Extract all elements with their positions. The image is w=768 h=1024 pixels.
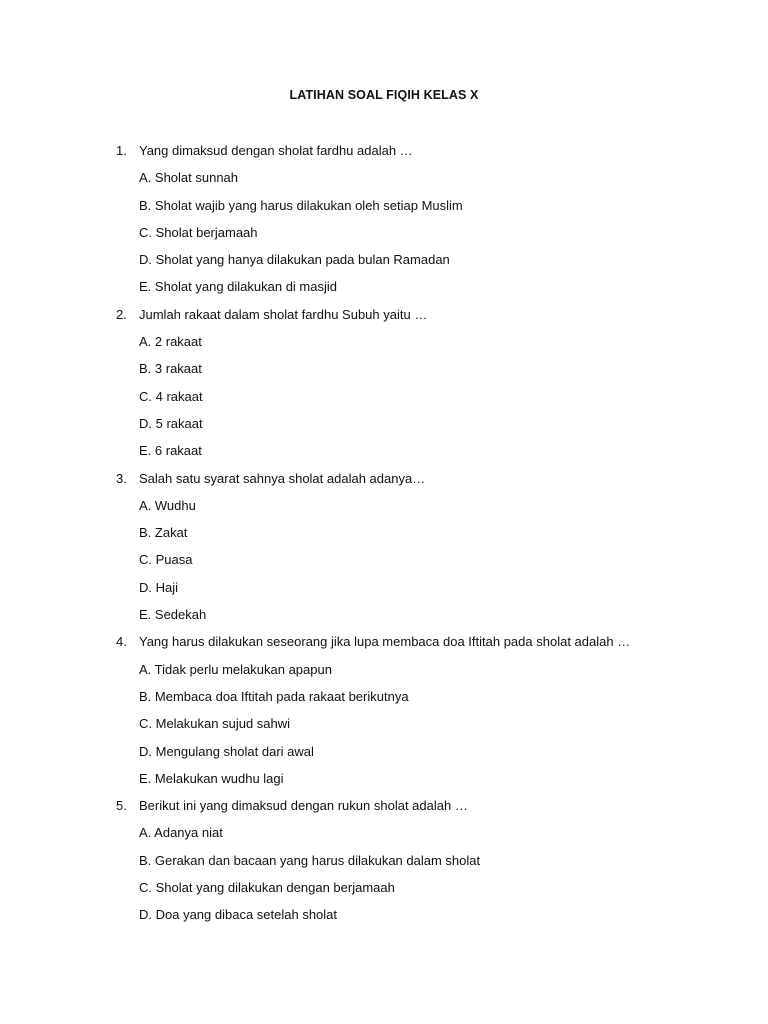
- page-title: LATIHAN SOAL FIQIH KELAS X: [289, 88, 479, 102]
- option-text: E. Melakukan wudhu lagi: [139, 770, 284, 786]
- option-text: E. 6 rakaat: [139, 443, 202, 459]
- question-1: [0, 142, 768, 306]
- option-row: [0, 688, 768, 715]
- question-row: [0, 142, 768, 169]
- option-text: C. Melakukan sujud sahwi: [139, 716, 291, 732]
- question-4: [0, 633, 768, 797]
- option-text: D. Haji: [139, 579, 179, 595]
- question-number: 3.: [116, 470, 127, 486]
- option-row: [0, 388, 768, 415]
- option-text: A. Tidak perlu melakukan apapun: [139, 661, 332, 677]
- question-text: Jumlah rakaat dalam sholat fardhu Subuh yaitu …: [139, 306, 428, 322]
- question-row: [0, 306, 768, 333]
- option-text: B. Zakat: [139, 525, 188, 541]
- question-list: [0, 142, 768, 934]
- option-text: B. 3 rakaat: [139, 361, 202, 377]
- option-text: C. 4 rakaat: [139, 388, 203, 404]
- option-row: [0, 824, 768, 851]
- question-5: [0, 797, 768, 933]
- option-row: [0, 879, 768, 906]
- question-number: 5.: [116, 798, 127, 814]
- option-row: [0, 251, 768, 278]
- option-row: [0, 442, 768, 469]
- option-text: D. Doa yang dibaca setelah sholat: [139, 907, 338, 923]
- option-text: A. Sholat sunnah: [139, 170, 239, 186]
- question-number: 2.: [116, 306, 127, 322]
- option-row: [0, 278, 768, 305]
- question-text: Berikut ini yang dimaksud dengan rukun sholat adalah …: [139, 798, 468, 814]
- option-row: [0, 579, 768, 606]
- option-row: [0, 497, 768, 524]
- option-text: A. Adanya niat: [139, 825, 223, 841]
- option-text: D. 5 rakaat: [139, 415, 203, 431]
- option-text: C. Sholat yang dilakukan dengan berjamaah: [139, 880, 395, 896]
- option-row: [0, 224, 768, 251]
- question-row: [0, 470, 768, 497]
- question-text: Yang harus dilakukan seseorang jika lupa membaca doa Iftitah pada sholat adalah …: [139, 634, 631, 650]
- question-text: Yang dimaksud dengan sholat fardhu adalah …: [139, 143, 413, 158]
- option-row: [0, 852, 768, 879]
- question-2: [0, 306, 768, 470]
- question-text: Salah satu syarat sahnya sholat adalah adanya…: [139, 470, 426, 486]
- option-text: E. Sedekah: [139, 607, 207, 623]
- option-text: B. Sholat wajib yang harus dilakukan oleh setiap Muslim: [139, 197, 463, 213]
- option-text: C. Puasa: [139, 552, 193, 568]
- option-text: A. 2 rakaat: [139, 334, 202, 350]
- option-row: [0, 906, 768, 933]
- option-text: A. Wudhu: [139, 497, 196, 513]
- question-3: [0, 470, 768, 634]
- option-row: [0, 333, 768, 360]
- option-row: [0, 661, 768, 688]
- option-row: [0, 524, 768, 551]
- option-row: [0, 415, 768, 442]
- option-row: [0, 715, 768, 742]
- option-text: D. Mengulang sholat dari awal: [139, 743, 314, 759]
- question-number: 4.: [116, 634, 127, 650]
- option-text: C. Sholat berjamaah: [139, 224, 258, 240]
- option-row: [0, 197, 768, 224]
- question-number: 1.: [116, 143, 127, 158]
- option-text: B. Gerakan dan bacaan yang harus dilakukan dalam sholat: [139, 852, 481, 868]
- option-text: D. Sholat yang hanya dilakukan pada bulan Ramadan: [139, 252, 450, 268]
- option-text: E. Sholat yang dilakukan di masjid: [139, 279, 338, 295]
- option-row: [0, 606, 768, 633]
- option-row: [0, 770, 768, 797]
- option-text: B. Membaca doa Iftitah pada rakaat berikutnya: [139, 688, 409, 704]
- option-row: [0, 551, 768, 578]
- option-row: [0, 360, 768, 387]
- option-row: [0, 169, 768, 196]
- question-row: [0, 633, 768, 660]
- option-row: [0, 743, 768, 770]
- question-row: [0, 797, 768, 824]
